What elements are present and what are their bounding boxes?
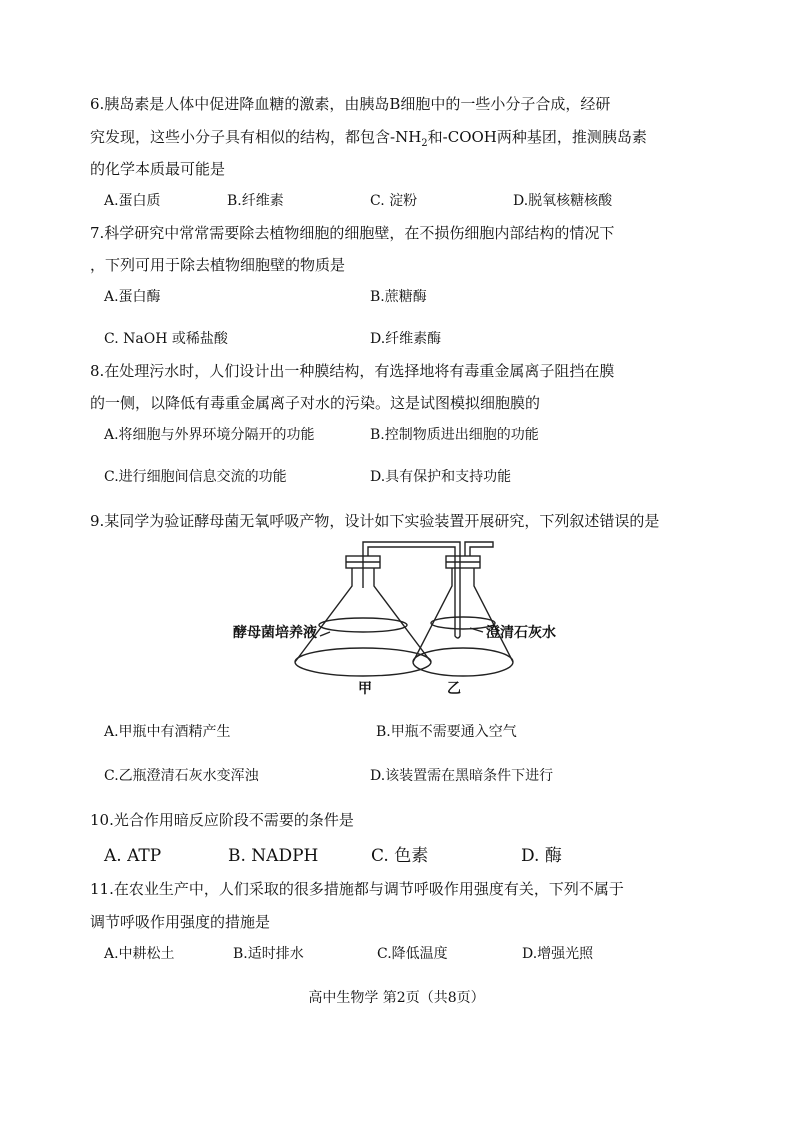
q9-stem-line1: 9.某同学为验证酵母菌无氧呼吸产物，设计如下实验装置开展研究，下列叙述错误的是 <box>90 512 660 530</box>
q6-stem-line2-part1: 究发现，这些小分子具有相似的结构，都包含-NH <box>90 128 422 146</box>
label-flask-yi: 乙 <box>447 681 461 697</box>
q11-option-a: A.中耕松土 <box>104 946 175 962</box>
label-yeast-culture: 酵母菌培养液 <box>233 625 317 641</box>
q7-option-d: D.纤维素酶 <box>370 331 442 347</box>
q9-option-a: A.甲瓶中有酒精产生 <box>104 724 231 740</box>
connecting-tube-inner <box>368 547 455 556</box>
q7-option-c: C. NaOH 或稀盐酸 <box>104 331 228 347</box>
q10-option-c: C. 色素 <box>371 846 429 866</box>
q6-subscript: 2 <box>421 138 428 149</box>
connecting-tube <box>363 542 460 556</box>
q6-option-b: B.纤维素 <box>227 193 284 209</box>
q8-stem-line1: 8.在处理污水时，人们设计出一种膜结构，有选择地将有毒重金属离子阻挡在膜 <box>90 362 615 380</box>
q10-option-a: A. ATP <box>104 846 162 866</box>
experiment-apparatus-figure <box>0 532 793 712</box>
q7-option-a: A.蛋白酶 <box>104 289 161 305</box>
q8-option-b: B.控制物质进出细胞的功能 <box>370 427 539 443</box>
q8-option-a: A.将细胞与外界环境分隔开的功能 <box>104 427 315 443</box>
q9-option-c: C.乙瓶澄清石灰水变浑浊 <box>104 768 259 784</box>
q7-stem-line2: ，下列可用于除去植物细胞壁的物质是 <box>90 256 346 274</box>
q6-option-d: D.脱氧核糖核酸 <box>513 193 613 209</box>
q10-option-d: D. 酶 <box>521 846 562 866</box>
q6-stem-line2-part2: 和-COOH两种基团，推测胰岛素 <box>427 128 647 146</box>
q6-stem-line1: 6.胰岛素是人体中促进降血糖的激素，由胰岛B细胞中的一些小分子合成，经研 <box>90 95 611 113</box>
label-limewater: 澄清石灰水 <box>486 625 556 641</box>
q6-stem-line3: 的化学本质最可能是 <box>90 160 226 178</box>
q8-option-d: D.具有保护和支持功能 <box>370 469 512 485</box>
q8-option-c: C.进行细胞间信息交流的功能 <box>104 469 287 485</box>
q6-stem-line2 <box>90 127 647 154</box>
q11-stem-line1: 11.在农业生产中，人们采取的很多措施都与调节呼吸作用强度有关，下列不属于 <box>90 880 624 898</box>
q9-option-b: B.甲瓶不需要通入空气 <box>376 724 517 740</box>
q11-stem-line2: 调节呼吸作用强度的措施是 <box>90 913 271 931</box>
q6-option-a: A.蛋白质 <box>104 193 161 209</box>
outlet-tube <box>465 542 493 556</box>
q11-option-c: C.降低温度 <box>377 946 448 962</box>
q7-stem-line1: 7.科学研究中常常需要除去植物细胞的细胞壁，在不损伤细胞内部结构的情况下 <box>90 224 615 242</box>
q10-stem-line1: 10.光合作用暗反应阶段不需要的条件是 <box>90 811 354 829</box>
q8-stem-line2: 的一侧，以降低有毒重金属离子对水的污染。这是试图模拟细胞膜的 <box>90 394 541 412</box>
q11-option-d: D.增强光照 <box>522 946 594 962</box>
q7-option-b: B.蔗糖酶 <box>370 289 427 305</box>
q9-option-d: D.该装置需在黑暗条件下进行 <box>370 768 554 784</box>
q6-option-c: C. 淀粉 <box>370 193 418 209</box>
q11-option-b: B.适时排水 <box>233 946 304 962</box>
label-flask-jia: 甲 <box>358 681 372 697</box>
q10-option-b: B. NADPH <box>228 846 319 866</box>
page-footer: 高中生物学 第2页（共8页） <box>308 990 485 1006</box>
flask-jia <box>295 556 431 676</box>
